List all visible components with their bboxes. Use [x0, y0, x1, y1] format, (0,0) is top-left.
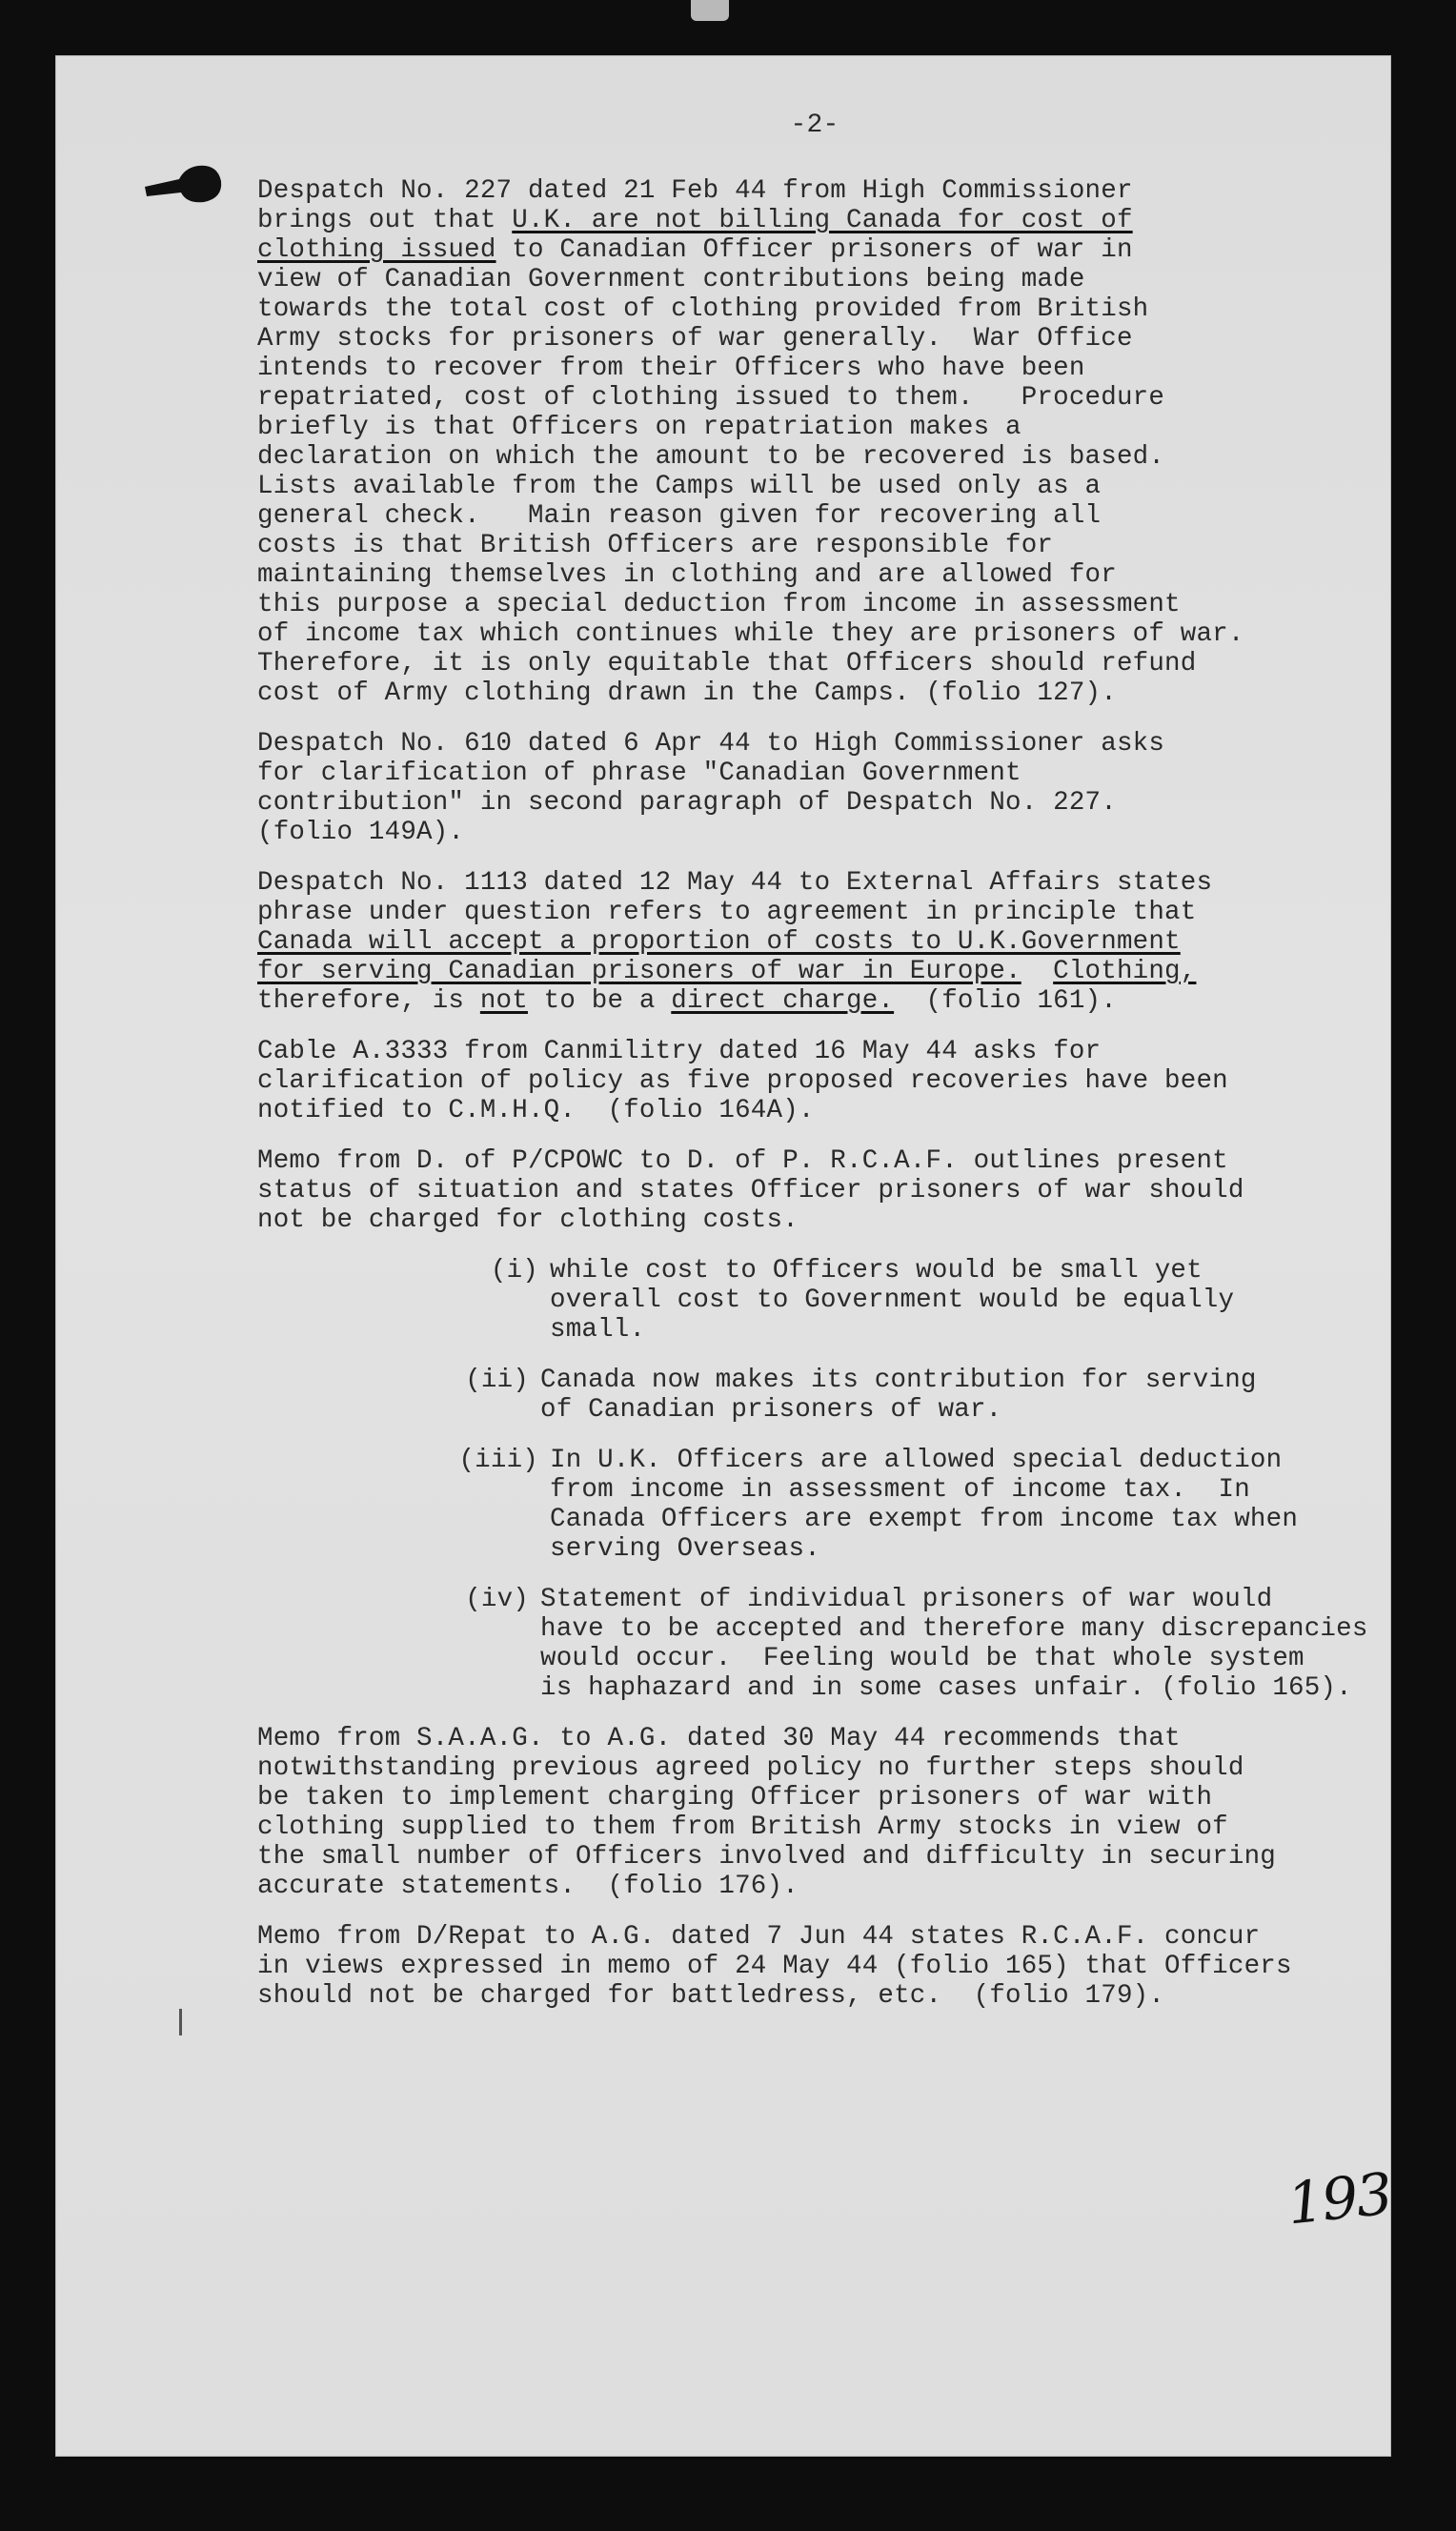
- text-line: for serving Canadian prisoners of war in Europe. Clothing,: [257, 957, 1197, 986]
- text-line: Statement of individual prisoners of war would: [540, 1585, 1273, 1614]
- text-line: Therefore, it is only equitable that Officers should refund: [257, 649, 1197, 678]
- text-line: contribution" in second paragraph of Despatch No. 227.: [257, 788, 1117, 818]
- paragraph: [257, 1037, 1429, 1125]
- paragraph: [257, 176, 1429, 708]
- text-line: overall cost to Government would be equally: [550, 1286, 1235, 1315]
- point-number: (i): [490, 1256, 538, 1286]
- text-line: Canada will accept a proportion of costs to U.K.Government: [257, 927, 1181, 957]
- numbered-point: [257, 1585, 1429, 1703]
- text-line: Despatch No. 227 dated 21 Feb 44 from High Commissioner: [257, 176, 1133, 206]
- text-line: Cable A.3333 from Canmilitry dated 16 May 44 asks for: [257, 1037, 1102, 1066]
- text-line: view of Canadian Government contributions being made: [257, 265, 1085, 294]
- text-line: clothing issued to Canadian Officer prisoners of war in: [257, 235, 1133, 265]
- text-line: Despatch No. 1113 dated 12 May 44 to External Affairs states: [257, 868, 1213, 898]
- text-line: have to be accepted and therefore many discrepancies: [540, 1614, 1368, 1644]
- text-line: would occur. Feeling would be that whole system: [540, 1644, 1304, 1673]
- handwritten-folio-number: 193: [1284, 2160, 1394, 2238]
- text-line: cost of Army clothing drawn in the Camps. (folio 127).: [257, 678, 1117, 708]
- text-line: Army stocks for prisoners of war generally. War Office: [257, 324, 1133, 354]
- text-line: intends to recover from their Officers who have been: [257, 354, 1085, 383]
- text-line: therefore, is not to be a direct charge. (folio 161).: [257, 986, 1117, 1016]
- text-line: (folio 149A).: [257, 818, 465, 847]
- paragraph: [257, 1724, 1429, 1901]
- point-body: [540, 1585, 1368, 1703]
- text-line: from income in assessment of income tax. In: [550, 1475, 1250, 1505]
- point-body: [550, 1256, 1234, 1345]
- text-line: status of situation and states Officer prisoners of war should: [257, 1176, 1244, 1205]
- text-line: repatriated, cost of clothing issued to them. Procedure: [257, 383, 1165, 413]
- text-line: towards the total cost of clothing provided from British: [257, 294, 1149, 324]
- text-line: accurate statements. (folio 176).: [257, 1872, 799, 1901]
- text-line: clothing supplied to them from British Army stocks in view of: [257, 1812, 1228, 1842]
- text-line: be taken to implement charging Officer prisoners of war with: [257, 1783, 1213, 1812]
- point-number: (iv): [465, 1585, 529, 1614]
- text-line: declaration on which the amount to be recovered is based.: [257, 442, 1165, 472]
- text-line: not be charged for clothing costs.: [257, 1205, 799, 1235]
- paragraph: [257, 1922, 1429, 2011]
- text-line: notified to C.M.H.Q. (folio 164A).: [257, 1096, 815, 1125]
- text-line: brings out that U.K. are not billing Canada for cost of: [257, 206, 1133, 235]
- text-line: of Canadian prisoners of war.: [540, 1395, 1002, 1425]
- point-body: [550, 1446, 1298, 1564]
- text-line: Canada now makes its contribution for serving: [540, 1366, 1257, 1395]
- text-line: the small number of Officers involved and difficulty in securing: [257, 1842, 1276, 1872]
- text-line: for clarification of phrase "Canadian Government: [257, 759, 1021, 788]
- document-text: [257, 111, 1429, 2032]
- numbered-points: [257, 1256, 1429, 1703]
- numbered-point: [257, 1446, 1429, 1564]
- closing-paragraph-group: [257, 1724, 1429, 2011]
- text-line: general check. Main reason given for recovering all: [257, 501, 1102, 531]
- numbered-point: [257, 1366, 1429, 1425]
- text-line: this purpose a special deduction from income in assessment: [257, 590, 1181, 619]
- paragraph: [257, 1146, 1429, 1235]
- point-number: (iii): [458, 1446, 538, 1475]
- text-line: briefly is that Officers on repatriation makes a: [257, 413, 1021, 442]
- text-line: of income tax which continues while they are prisoners of war.: [257, 619, 1244, 649]
- text-line: while cost to Officers would be small yet: [550, 1256, 1203, 1286]
- paragraph-group: [257, 176, 1429, 1235]
- text-line: phrase under question refers to agreement in principle that: [257, 898, 1197, 927]
- text-line: In U.K. Officers are allowed special deduction: [550, 1446, 1283, 1475]
- point-body: [540, 1366, 1257, 1425]
- margin-mark: [179, 2009, 182, 2035]
- text-line: is haphazard and in some cases unfair. (folio 165).: [540, 1673, 1352, 1703]
- text-line: Memo from D. of P/CPOWC to D. of P. R.C.A.F. outlines present: [257, 1146, 1228, 1176]
- ink-blot-icon: [141, 162, 225, 208]
- text-line: in views expressed in memo of 24 May 44 (folio 165) that Officers: [257, 1952, 1292, 1981]
- point-number: (ii): [465, 1366, 529, 1395]
- document-page: [55, 55, 1394, 2457]
- text-line: serving Overseas.: [550, 1534, 820, 1564]
- numbered-point: [257, 1256, 1429, 1345]
- text-line: Canada Officers are exempt from income tax when: [550, 1505, 1299, 1534]
- film-sprocket-mark: [691, 0, 729, 21]
- text-line: notwithstanding previous agreed policy no further steps should: [257, 1753, 1244, 1783]
- text-line: Memo from D/Repat to A.G. dated 7 Jun 44 states R.C.A.F. concur: [257, 1922, 1261, 1952]
- text-line: costs is that British Officers are responsible for: [257, 531, 1054, 560]
- paragraph: [257, 729, 1429, 847]
- text-line: Lists available from the Camps will be used only as a: [257, 472, 1102, 501]
- page-number: -2-: [790, 111, 839, 140]
- text-line: should not be charged for battledress, etc. (folio 179).: [257, 1981, 1165, 2011]
- text-line: Despatch No. 610 dated 6 Apr 44 to High Commissioner asks: [257, 729, 1165, 759]
- text-line: Memo from S.A.A.G. to A.G. dated 30 May 44 recommends that: [257, 1724, 1181, 1753]
- text-line: small.: [550, 1315, 646, 1345]
- paragraph: [257, 868, 1429, 1016]
- text-line: maintaining themselves in clothing and are allowed for: [257, 560, 1117, 590]
- text-line: clarification of policy as five proposed recoveries have been: [257, 1066, 1228, 1096]
